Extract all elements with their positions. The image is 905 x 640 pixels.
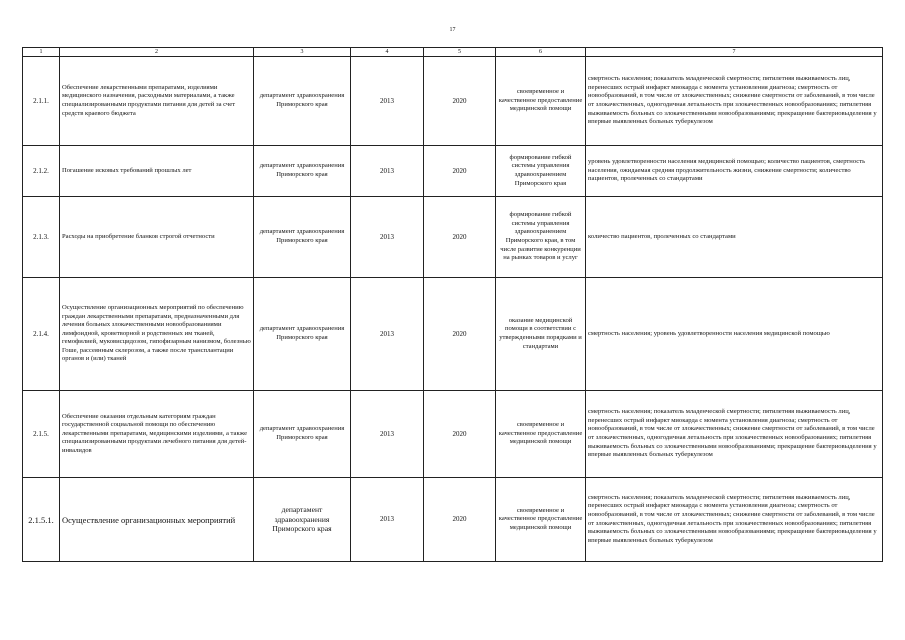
column-number: 5 (424, 48, 496, 57)
activity-name: Обеспечение лекарственными препаратами, изделиями медицинского назначения, расходными материалами, а также специализированными продуктами питания для детей за счет средств краевого бюджета (60, 57, 254, 146)
expected-result: формирование гибкой системы управления здравоохранением Приморского края, в том числе развитие конкуренции на рынках товаров и услуг (496, 197, 586, 278)
end-year: 2020 (424, 478, 496, 562)
start-year: 2013 (351, 278, 424, 391)
column-number: 3 (254, 48, 351, 57)
column-numbers-row (23, 48, 883, 57)
table-row (23, 57, 883, 146)
table-row (23, 391, 883, 478)
activity-name: Погашение исковых требований прошлых лет (60, 146, 254, 197)
start-year: 2013 (351, 146, 424, 197)
start-year: 2013 (351, 57, 424, 146)
column-number: 1 (23, 48, 60, 57)
indicators: уровень удовлетворенности населения медицинской помощью; количество пациентов, смертность населения, ожидаемая средняя продолжительность жизни, снижение смертности; количество пациентов, пролеченных со стандартами (586, 146, 883, 197)
indicators: смертность населения; показатель младенческой смертности; пятилетняя выживаемость лиц, перенесших острый инфаркт миокарда с момента установления диагноза; смертность от новообразований, в том числе от злокачественных; снижение смертности от заболеваний, в том числе от злокачественных, одногодичная летальность при злокачественных новообразованиях; пятилетняя выживаемость больных со злокачественными новообразованиями; прекращение бактериовыделения у впервые выявленных больных туберкулезом (586, 391, 883, 478)
executor: департамент здравоохранения Приморского края (254, 197, 351, 278)
executor: департамент здравоохранения Приморского края (254, 478, 351, 562)
row-number: 2.1.1. (23, 57, 60, 146)
expected-result: формирование гибкой системы управления здравоохранением Приморского края (496, 146, 586, 197)
end-year: 2020 (424, 197, 496, 278)
row-number: 2.1.5.1. (23, 478, 60, 562)
executor: департамент здравоохранения Приморского края (254, 391, 351, 478)
executor: департамент здравоохранения Приморского края (254, 146, 351, 197)
expected-result: своевременное и качественное предоставление медицинской помощи (496, 478, 586, 562)
executor: департамент здравоохранения Приморского края (254, 57, 351, 146)
row-number: 2.1.3. (23, 197, 60, 278)
column-number: 2 (60, 48, 254, 57)
start-year: 2013 (351, 391, 424, 478)
program-activities-table (22, 47, 883, 562)
end-year: 2020 (424, 57, 496, 146)
table-row (23, 197, 883, 278)
indicators: смертность населения; показатель младенческой смертности; пятилетняя выживаемость лиц, перенесших острый инфаркт миокарда с момента установления диагноза; смертность от новообразований, в том числе от злокачественных; снижение смертности от заболеваний, в том числе от злокачественных, одногодичная летальность при злокачественных новообразованиях; пятилетняя выживаемость больных со злокачественными новообразованиями; прекращение бактериовыделения у впервые выявленных больных туберкулезом (586, 57, 883, 146)
table-row (23, 478, 883, 562)
activity-name: Расходы на приобретение бланков строгой отчетности (60, 197, 254, 278)
row-number: 2.1.4. (23, 278, 60, 391)
executor: департамент здравоохранения Приморского края (254, 278, 351, 391)
expected-result: своевременное и качественное предоставление медицинской помощи (496, 391, 586, 478)
expected-result: своевременное и качественное предоставление медицинской помощи (496, 57, 586, 146)
page-number: 17 (449, 27, 456, 33)
activity-name: Осуществление организационных мероприятий по обеспечению граждан лекарственными препаратами, предназначенными для лечения больных злокачественными новообразованиями лимфоидной, кроветворной и родственных им тканей, гемофилией, муковисцидозом, гипофизарным нанизмом, болезнью Гоше, рассеянным склерозом, а также после трансплантации органов и (или) тканей (60, 278, 254, 391)
activity-name: Осуществление организационных мероприятий (60, 478, 254, 562)
table-row (23, 146, 883, 197)
indicators: количество пациентов, пролеченных со стандартами (586, 197, 883, 278)
start-year: 2013 (351, 197, 424, 278)
row-number: 2.1.5. (23, 391, 60, 478)
column-number: 4 (351, 48, 424, 57)
end-year: 2020 (424, 278, 496, 391)
indicators: смертность населения; уровень удовлетворенности населения медицинской помощью (586, 278, 883, 391)
start-year: 2013 (351, 478, 424, 562)
activity-name: Обеспечение оказания отдельным категориям граждан государственной социальной помощи по обеспечению лекарственными препаратами, медицинскими изделиями, а также специализированными продуктами лечебного питания для детей-инвалидов (60, 391, 254, 478)
column-number: 6 (496, 48, 586, 57)
end-year: 2020 (424, 146, 496, 197)
table-row (23, 278, 883, 391)
column-number: 7 (586, 48, 883, 57)
row-number: 2.1.2. (23, 146, 60, 197)
end-year: 2020 (424, 391, 496, 478)
expected-result: оказание медицинской помощи в соответствии с утвержденными порядками и стандартами (496, 278, 586, 391)
indicators: смертность населения; показатель младенческой смертности; пятилетняя выживаемость лиц, перенесших острый инфаркт миокарда с момента установления диагноза; смертность от новообразований, в том числе от злокачественных; снижение смертности от заболеваний, в том числе от злокачественных, одногодичная летальность при злокачественных новообразованиях; пятилетняя выживаемость больных со злокачественными новообразованиями; прекращение бактериовыделения у впервые выявленных больных туберкулезом (586, 478, 883, 562)
